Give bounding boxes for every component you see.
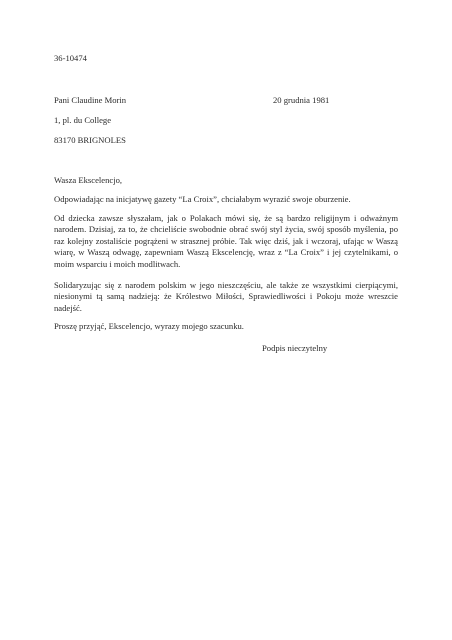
address-line-2: 83170 BRIGNOLES xyxy=(54,135,126,145)
signature: Podpis nieczytelny xyxy=(262,343,328,353)
letter-date: 20 grudnia 1981 xyxy=(273,95,330,105)
address-line-1: 1, pl. du College xyxy=(54,115,112,125)
sender-name: Pani Claudine Morin xyxy=(54,95,127,105)
paragraph-1: Odpowiadając na inicjatywę gazety “La Croix”, chciałabym wyrazić swoje oburzenie. xyxy=(54,194,351,204)
paragraph-2: Od dziecka zawsze słyszałam, jak o Polakach mówi się, że są bardzo religijnym i odważnym narodem. Dzisiaj, za to, że chcieliście swobodnie obrać swój styl życia, swój sposób myślenia, po raz kolejny zostaliście pogrążeni w strasznej próbie. Tak więc dziś, jak i wczoraj, ufając w Waszą wiarę, w Waszą odwagę, zapewniam Waszą Ekscelencję, wraz z “La Croix” i jej czytelnikami, o moim wsparciu i moich modlitwach. xyxy=(54,213,398,269)
salutation: Wasza Ekscelencjo, xyxy=(54,175,123,185)
paragraph-3: Solidaryzując się z narodem polskim w jego nieszczęściu, ale także ze wszystkimi cierpiącymi, niesionymi tą samą nadzieją: że Królestwo Miłości, Sprawiedliwości i Pokoju może wreszcie nadejść. xyxy=(54,280,398,313)
paragraph-4: Proszę przyjąć, Ekscelencjo, wyrazy mojego szacunku. xyxy=(54,321,244,331)
reference-number: 36-10474 xyxy=(54,53,87,63)
